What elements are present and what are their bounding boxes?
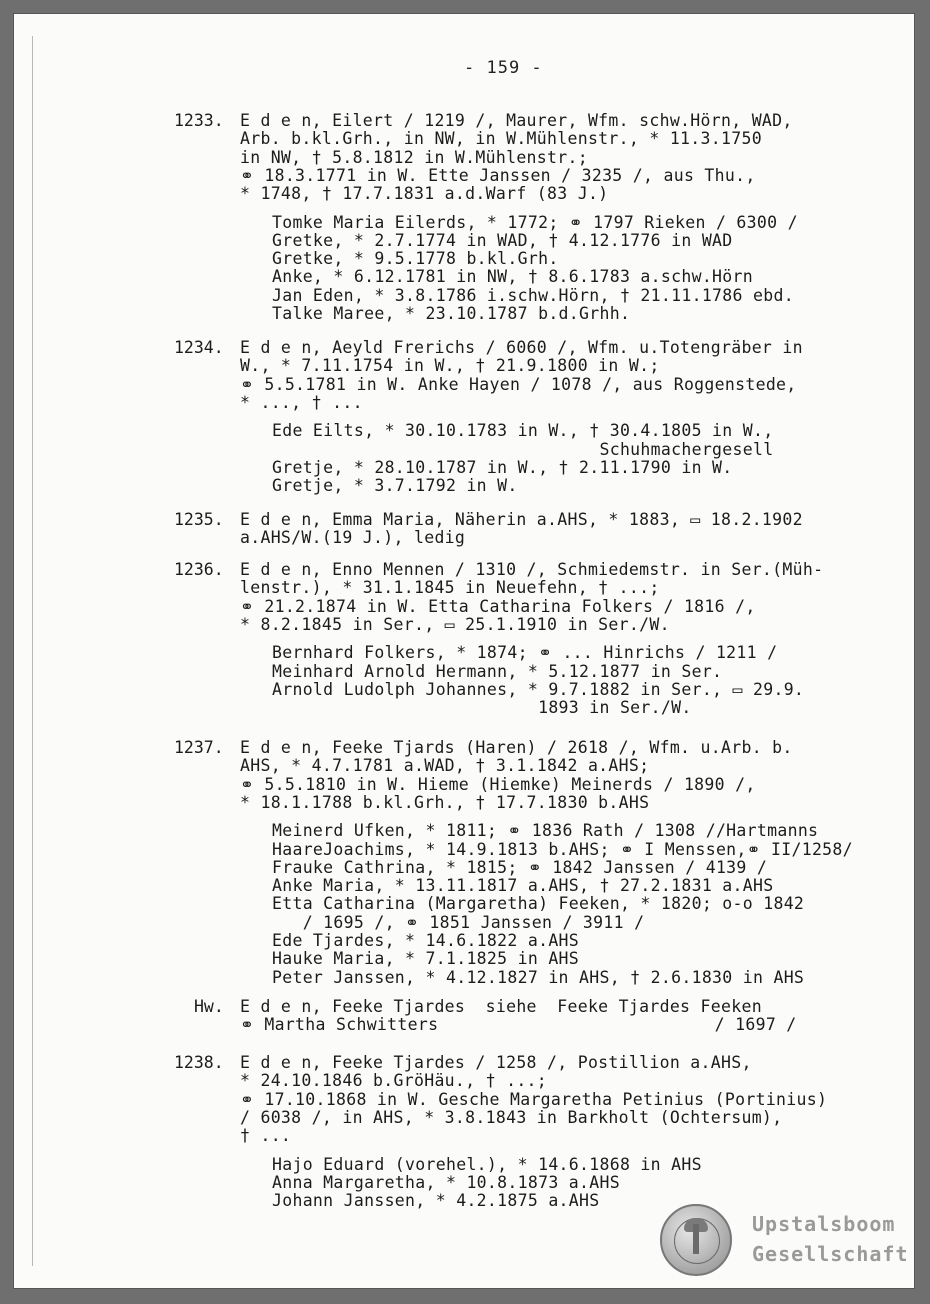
entry-line: ⚭ 5.5.1781 in W. Anke Hayen / 1078 /, aus Roggenstede, — [240, 374, 797, 394]
watermark-line2: Gesellschaft — [752, 1242, 909, 1266]
entry-line: E d e n, Feeke Tjards (Haren) / 2618 /, Wfm. u.Arb. b. — [240, 738, 793, 757]
entry-line: ⚭ Martha Schwitters / 1697 / — [240, 1015, 797, 1035]
entry-line: † ... — [240, 1126, 292, 1146]
entry-line: * 24.10.1846 b.GröHäu., † ...; — [240, 1071, 548, 1091]
child-line: / 1695 /, ⚭ 1851 Janssen / 3911 / — [272, 912, 645, 932]
child-line: Etta Catharina (Margaretha) Feeken, * 1820; o-o 1842 — [272, 894, 805, 914]
child-line: Gretje, * 28.10.1787 in W., † 2.11.1790 in W. — [272, 457, 733, 477]
entry-line: ⚭ 5.5.1810 in W. Hieme (Hiemke) Meinerds / 1890 /, — [240, 774, 756, 794]
entry-line: * 18.1.1788 b.kl.Grh., † 17.7.1830 b.AHS — [240, 792, 650, 812]
child-line: Ede Tjardes, * 14.6.1822 a.AHS — [272, 931, 580, 950]
seal-icon — [660, 1204, 732, 1276]
entry-line: E d e n, Emma Maria, Näherin a.AHS, * 1883, ▭ 18.2.1902 — [240, 510, 803, 529]
child-line: Gretke, * 2.7.1774 in WAD, † 4.12.1776 in WAD — [272, 230, 733, 250]
entry-number: 1237. — [174, 738, 224, 757]
child-line: Ede Eilts, * 30.10.1783 in W., † 30.4.1805 in W., — [272, 421, 774, 441]
entry-line: in NW, † 5.8.1812 in W.Mühlenstr.; — [240, 147, 588, 167]
entry-line: E d e n, Feeke Tjardes siehe Feeke Tjardes Feeken — [240, 997, 762, 1016]
watermark-line1: Upstalsboom — [752, 1212, 896, 1236]
entry-line: * 8.2.1845 in Ser., ▭ 25.1.1910 in Ser./W. — [240, 614, 670, 634]
entry-number: 1238. — [174, 1053, 224, 1072]
child-line: Frauke Cathrina, * 1815; ⚭ 1842 Janssen / 4139 / — [272, 857, 768, 877]
entry-line: E d e n, Feeke Tjardes / 1258 /, Postillion a.AHS, — [240, 1053, 752, 1072]
child-line: Talke Maree, * 23.10.1787 b.d.Grhh. — [272, 304, 631, 323]
child-line: Meinhard Arnold Hermann, * 5.12.1877 in Ser. — [272, 661, 723, 681]
child-line: Gretje, * 3.7.1792 in W. — [272, 476, 518, 496]
child-line: Tomke Maria Eilerds, * 1772; ⚭ 1797 Rieken / 6300 / — [272, 212, 798, 232]
entry-line: E d e n, Aeyld Frerichs / 6060 /, Wfm. u.Totengräber in — [240, 338, 803, 357]
child-line: Bernhard Folkers, * 1874; ⚭ ... Hinrichs / 1211 / — [272, 643, 778, 663]
child-line: Peter Janssen, * 4.12.1827 in AHS, † 2.6.1830 in AHS — [272, 967, 805, 987]
entry-line: ⚭ 17.10.1868 in W. Gesche Margaretha Petinius (Portinius) — [240, 1089, 828, 1109]
margin-line — [32, 36, 33, 1266]
entry-line: / 6038 /, in AHS, * 3.8.1843 in Barkholt (Ochtersum), — [240, 1107, 783, 1127]
page-number: - 159 - — [464, 58, 543, 78]
child-line: Johann Janssen, * 4.2.1875 a.AHS — [272, 1191, 600, 1211]
child-line: Gretke, * 9.5.1778 b.kl.Grh. — [272, 249, 559, 269]
child-line: Jan Eden, * 3.8.1786 i.schw.Hörn, † 21.11.1786 ebd. — [272, 285, 794, 305]
child-line: Meinerd Ufken, * 1811; ⚭ 1836 Rath / 1308 //Hartmanns — [272, 821, 819, 841]
child-line: Anke, * 6.12.1781 in NW, † 8.6.1783 a.schw.Hörn — [272, 267, 753, 287]
watermark-logo — [660, 1204, 910, 1276]
entry-line: ⚭ 18.3.1771 in W. Ette Janssen / 3235 /, aus Thu., — [240, 165, 756, 185]
entry-number: 1236. — [174, 560, 224, 579]
child-line: Hauke Maria, * 7.1.1825 in AHS — [272, 949, 580, 969]
entry-line: * 1748, † 17.7.1831 a.d.Warf (83 J.) — [240, 184, 609, 204]
document-page — [14, 14, 914, 1288]
child-line: Anna Margaretha, * 10.8.1873 a.AHS — [272, 1172, 620, 1192]
entry-number: 1234. — [174, 338, 224, 357]
child-line: Arnold Ludolph Johannes, * 9.7.1882 in Ser., ▭ 29.9. — [272, 679, 805, 699]
entry-line: E d e n, Enno Mennen / 1310 /, Schmiedemstr. in Ser.(Müh- — [240, 560, 824, 579]
child-line: HaareJoachims, * 14.9.1813 b.AHS; ⚭ I Menssen,⚭ II/1258/ — [272, 839, 853, 859]
entry-number: 1235. — [174, 510, 224, 529]
entry-line: ⚭ 21.2.1874 in W. Etta Catharina Folkers / 1816 /, — [240, 596, 756, 616]
entry-line: E d e n, Eilert / 1219 /, Maurer, Wfm. schw.Hörn, WAD, — [240, 111, 793, 130]
entry-line: * ..., † ... — [240, 392, 363, 412]
entry-line: lenstr.), * 31.1.1845 in Neuefehn, † ...; — [240, 578, 660, 598]
child-line: Schuhmachergesell — [272, 439, 774, 459]
entry-number: Hw. — [194, 997, 224, 1016]
entry-number: 1233. — [174, 111, 224, 130]
child-line: 1893 in Ser./W. — [272, 698, 692, 718]
entry-line: a.AHS/W.(19 J.), ledig — [240, 528, 466, 548]
entry-line: AHS, * 4.7.1781 a.WAD, † 3.1.1842 a.AHS; — [240, 756, 650, 776]
entry-line: Arb. b.kl.Grh., in NW, in W.Mühlenstr., * 11.3.1750 — [240, 129, 762, 149]
child-line: Hajo Eduard (vorehel.), * 14.6.1868 in AHS — [272, 1154, 702, 1174]
entry-line: W., * 7.11.1754 in W., † 21.9.1800 in W.; — [240, 356, 660, 376]
child-line: Anke Maria, * 13.11.1817 a.AHS, † 27.2.1831 a.AHS — [272, 876, 774, 896]
